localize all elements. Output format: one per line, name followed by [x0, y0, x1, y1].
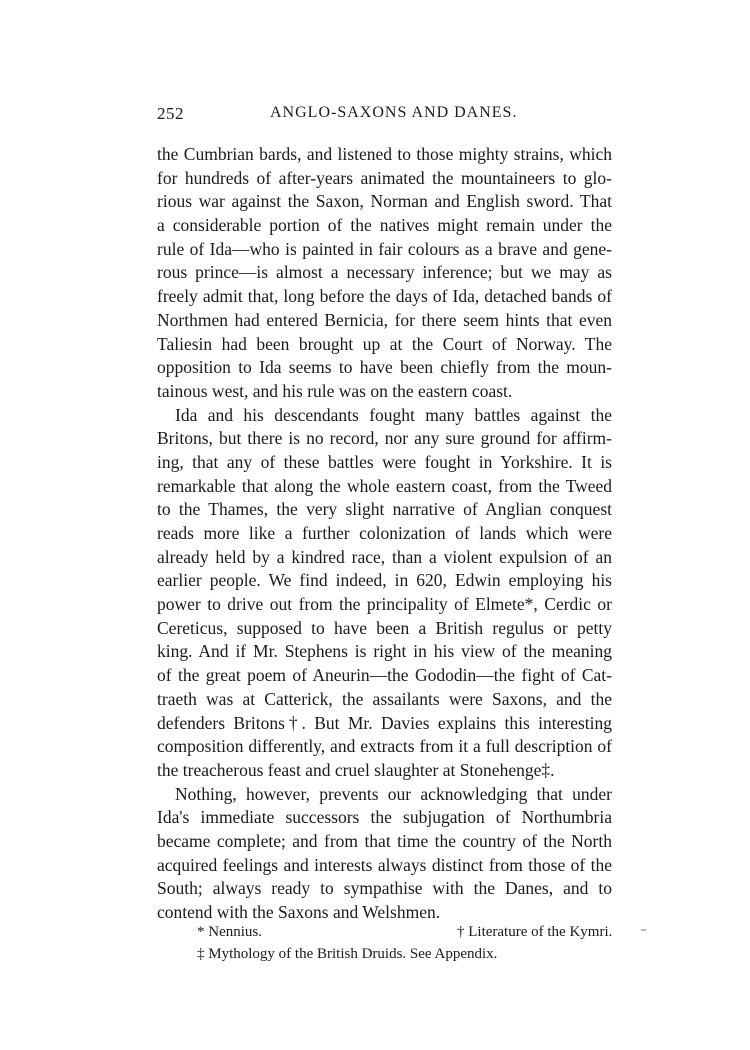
footnotes: [197, 921, 613, 965]
text-line: reads more like a further colonization of lands which were: [157, 523, 612, 543]
text-line: Taliesin had been brought up at the Court of Norway. The: [157, 333, 612, 354]
text-line: freely admit that, long before the days of Ida, detached bands of: [157, 286, 612, 307]
text-line: defenders Britons†. But Mr. Davies explains this interesting: [157, 712, 612, 733]
text-line: a considerable portion of the natives might remain under the: [157, 215, 612, 236]
footnote-nennius: * Nennius.: [197, 924, 262, 940]
text-line: tainous west, and his rule was on the eastern coast.: [157, 380, 513, 401]
running-title: ANGLO-SAXONS AND DANES.: [270, 104, 518, 121]
text-line: already held by a kindred race, than a violent expulsion of an: [157, 546, 612, 567]
text-line: became complete; and from that time the country of the North: [157, 830, 612, 851]
text-line: Nothing, however, prevents our acknowledging that under: [175, 783, 612, 804]
text-line: traeth was at Catterick, the assailants were Saxons, and the: [157, 688, 612, 709]
text-line: power to drive out from the principality of Elmete*, Cerdic or: [157, 594, 612, 615]
text-line: the Cumbrian bards, and listened to those mighty strains, which: [157, 144, 612, 164]
page-number: 252: [157, 104, 184, 123]
text-line: to the Thames, the very slight narrative of Anglian conquest: [157, 499, 612, 520]
text-line: rious war against the Saxon, Norman and English sword. That: [157, 191, 612, 212]
text-line: ing, that any of these battles were fought in Yorkshire. It is: [157, 451, 612, 472]
text-line: contend with the Saxons and Welshmen.: [157, 902, 441, 922]
text-line: earlier people. We find indeed, in 620, Edwin employing his: [157, 570, 612, 591]
text-line: acquired feelings and interests always distinct from those of the: [157, 854, 612, 875]
text-line: composition differently, and extracts from it a full description of: [157, 736, 612, 757]
text-line: Ida and his descendants fought many battles against the: [175, 404, 612, 425]
running-head: [157, 104, 612, 128]
page-speck: [641, 929, 646, 931]
text-line: of the great poem of Aneurin—the Gododin—the fight of Cat-: [157, 665, 612, 686]
text-line: the treacherous feast and cruel slaughter at Stonehenge‡.: [157, 759, 555, 780]
text-line: rule of Ida—who is painted in fair colours as a brave and gene-: [157, 238, 612, 259]
text-line: for hundreds of after-years animated the mountaineers to glo-: [157, 167, 612, 188]
text-line: opposition to Ida seems to have been chiefly from the moun-: [157, 357, 612, 378]
text-line: Britons, but there is no record, nor any sure ground for affirm-: [157, 428, 612, 449]
text-line: Ida's immediate successors the subjugation of Northumbria: [157, 807, 612, 828]
text-line: rous prince—is almost a necessary inference; but we may as: [157, 262, 612, 283]
text-line: Northmen had entered Bernicia, for there seem hints that even: [157, 309, 612, 330]
text-line: South; always ready to sympathise with the Danes, and to: [157, 878, 612, 899]
footnote-row: [197, 921, 613, 943]
body-text: [157, 143, 612, 925]
text-line: king. And if Mr. Stephens is right in his view of the meaning: [157, 641, 612, 662]
text-line: remarkable that along the whole eastern coast, from the Tweed: [157, 475, 612, 496]
footnote-mythology-druids: ‡ Mythology of the British Druids. See Appendix.: [197, 946, 498, 962]
footnote-row: [197, 943, 597, 965]
text-line: Cereticus, supposed to have been a British regulus or petty: [157, 617, 612, 638]
footnote-literature-kymri: † Literature of the Kymri.: [457, 924, 613, 940]
